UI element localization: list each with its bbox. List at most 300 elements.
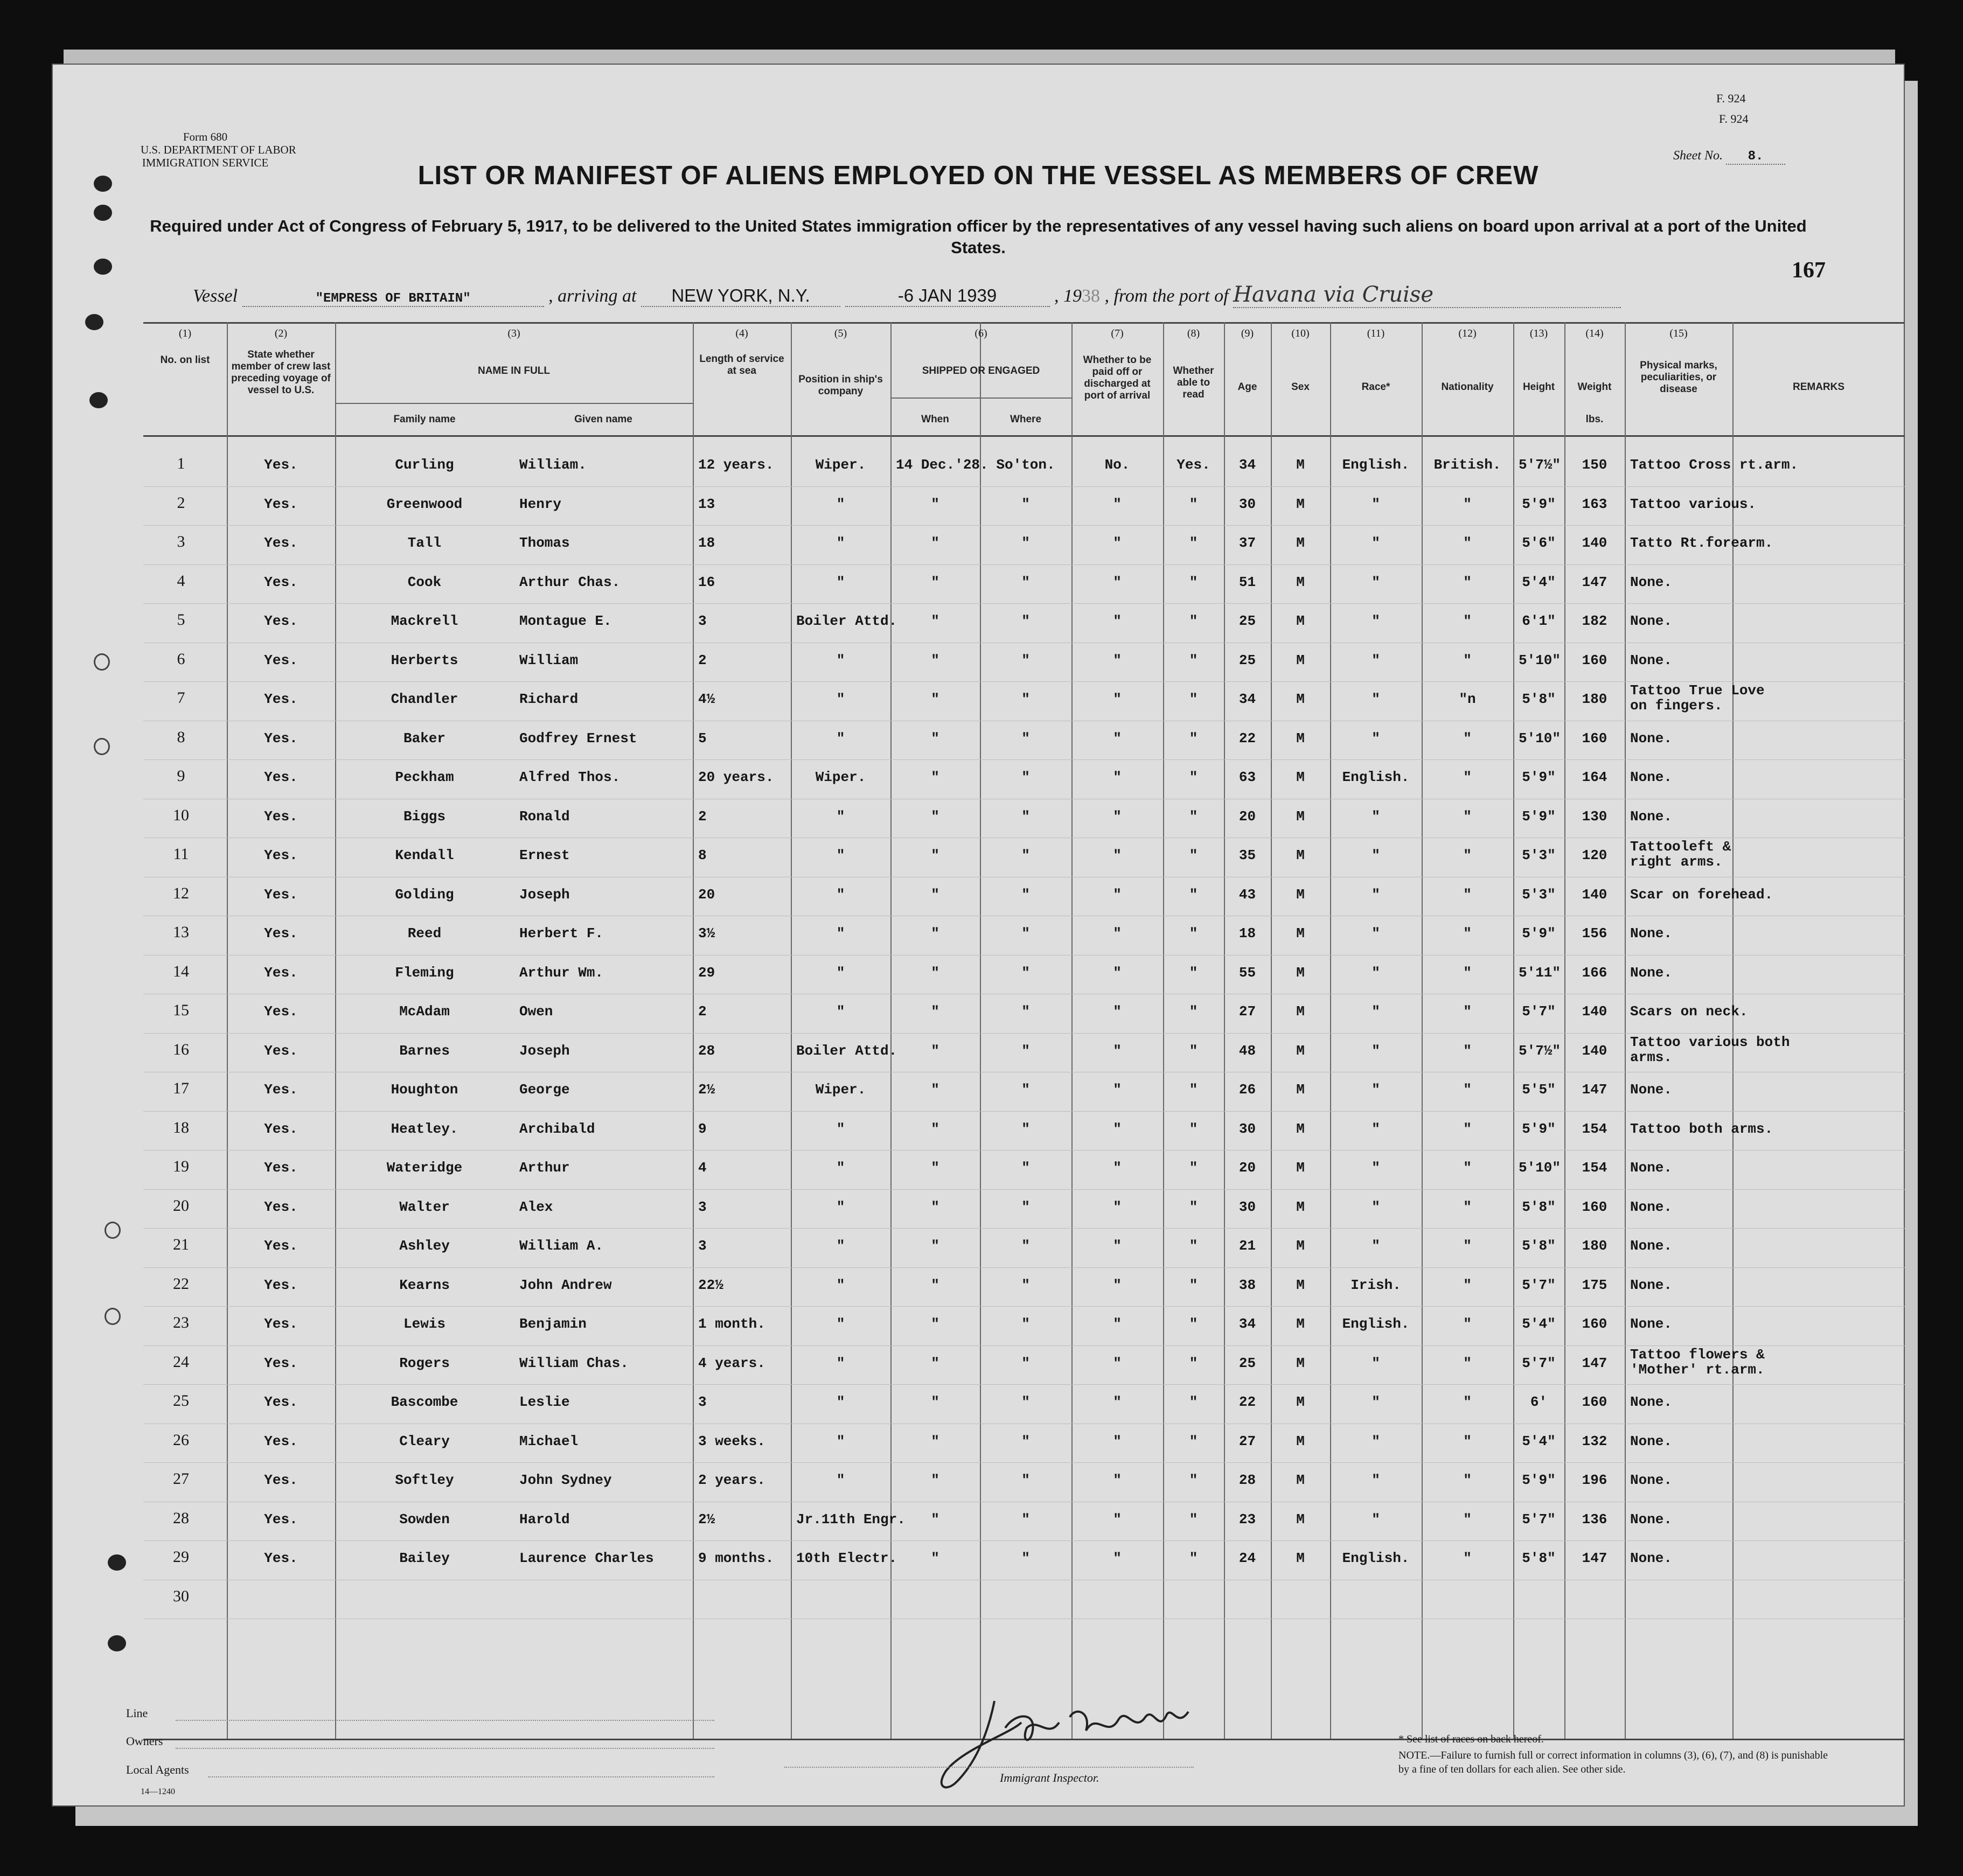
print-code: 14—1240 [141,1787,175,1796]
column-divider [227,322,228,1739]
cell-family: Softley [395,1472,454,1488]
cell-weight: 164 [1582,769,1607,785]
cell-weight: 182 [1582,613,1607,629]
punch-hole-icon [85,314,103,330]
sheet-number: 8. [1726,149,1785,165]
cell-prev: Yes. [264,691,298,707]
cell-height: 5'10" [1519,730,1561,747]
cell-when: " [931,496,939,512]
cell-paid: " [1113,964,1122,981]
cell-nationality: " [1463,1550,1472,1566]
row-number: 7 [177,689,185,707]
column-number: (7) [1111,327,1124,339]
cell-marks: None. [1630,808,1673,825]
cell-marks-continued: 'Mother' rt.arm. [1630,1361,1765,1378]
cell-paid: " [1113,886,1122,903]
cell-position: Wiper. [815,457,866,473]
column-number: (5) [834,327,847,339]
column-number: (4) [735,327,748,339]
cell-where: " [1021,574,1030,590]
row-number: 5 [177,611,185,629]
cell-where: " [1021,1198,1030,1215]
cell-prev: Yes. [264,1550,298,1566]
owners-label: Owners [126,1734,163,1748]
cell-given: Herbert F. [519,925,604,942]
cell-nationality: " [1463,496,1472,512]
cell-where: " [1021,1160,1030,1176]
cell-position: " [836,691,845,707]
cell-given: Harold [519,1511,570,1528]
punch-hole-icon [94,653,110,671]
cell-prev: Yes. [264,769,298,785]
cell-read: " [1189,652,1198,668]
cell-prev: Yes. [264,808,298,825]
cell-read: " [1189,847,1198,863]
cell-length: 16 [698,574,715,590]
cell-when: " [931,730,939,747]
cell-prev: Yes. [264,886,298,903]
cell-age: 27 [1238,1003,1256,1020]
cell-when: " [931,769,939,785]
cell-length: 18 [698,535,715,551]
cell-family: Kendall [395,847,454,863]
cell-family: Greenwood [386,496,463,512]
cell-family: Barnes [399,1042,450,1059]
cell-when: " [931,1511,939,1528]
cell-family: Tall [407,535,442,551]
cell-marks: None. [1630,1394,1673,1410]
cell-sex: M [1296,1082,1305,1098]
cell-given: Joseph [519,886,570,903]
column-number: (3) [507,327,520,339]
cell-height: 5'7" [1522,1003,1556,1020]
cell-height: 5'6" [1522,535,1556,551]
row-number: 20 [173,1196,189,1215]
cell-prev: Yes. [264,1003,298,1020]
cell-paid: " [1113,847,1122,863]
cell-weight: 163 [1582,496,1607,512]
cell-prev: Yes. [264,457,298,473]
cell-family: Sowden [399,1511,450,1528]
cell-paid: " [1113,691,1122,707]
cell-given: Joseph [519,1042,570,1059]
cell-nationality: " [1463,1120,1472,1137]
from-port-label: , from the port of [1104,286,1229,306]
cell-sex: M [1296,886,1305,903]
column-divider [1224,322,1225,1739]
cell-given: Ernest [519,847,570,863]
cell-prev: Yes. [264,613,298,629]
cell-given: Michael [519,1433,579,1449]
cell-where: " [1021,691,1030,707]
cell-given: Benjamin [519,1316,587,1332]
cell-marks: None. [1630,769,1673,785]
cell-when: " [931,1472,939,1488]
cell-where: " [1021,1316,1030,1332]
cell-race: " [1372,1198,1380,1215]
cell-where: " [1021,886,1030,903]
cell-when: " [931,1120,939,1137]
cell-when: " [931,964,939,981]
cell-family: Cook [407,574,442,590]
cell-sex: M [1296,1433,1305,1449]
row-number: 25 [173,1392,189,1410]
cell-weight: 150 [1582,457,1607,473]
row-number: 2 [177,493,185,512]
cell-nationality: " [1463,613,1472,629]
cell-height: 5'4" [1522,574,1556,590]
cell-length: 12 years. [698,457,774,473]
cell-weight: 130 [1582,808,1607,825]
cell-position: " [836,1003,845,1020]
cell-position: Wiper. [815,769,866,785]
cell-length: 3 [698,613,707,629]
vessel-name: "EMPRESS OF BRITAIN" [242,291,544,307]
cell-race: " [1372,574,1380,590]
cell-given: Arthur Wm. [519,964,604,981]
punch-hole-icon [94,738,110,755]
cell-sex: M [1296,769,1305,785]
cell-prev: Yes. [264,925,298,942]
cell-weight: 120 [1582,847,1607,863]
cell-nationality: " [1463,1511,1472,1528]
cell-height: 5'8" [1522,1238,1556,1254]
cell-nationality: " [1463,730,1472,747]
cell-marks: None. [1630,1277,1673,1293]
cell-race: " [1372,652,1380,668]
row-number: 19 [173,1157,189,1175]
cell-age: 34 [1238,691,1256,707]
cell-prev: Yes. [264,1472,298,1488]
cell-where: " [1021,535,1030,551]
cell-marks: Scars on neck. [1630,1003,1748,1020]
form-number: Form 680 [183,130,228,143]
cell-where: " [1021,847,1030,863]
arriving-label: , arriving at [548,286,637,306]
row-number: 10 [173,806,189,824]
cell-where: " [1021,613,1030,629]
column-number: (11) [1367,327,1385,339]
cell-family: Bailey [399,1550,450,1566]
row-number: 22 [173,1274,189,1293]
cell-weight: 140 [1582,886,1607,903]
cell-weight: 175 [1582,1277,1607,1293]
punch-hole-icon [89,392,108,408]
row-number: 11 [173,845,189,863]
cell-family: Kearns [399,1277,450,1293]
cell-read: Yes. [1177,457,1210,473]
cell-weight: 180 [1582,691,1607,707]
cell-weight: 166 [1582,964,1607,981]
cell-given: William [519,652,579,668]
cell-marks: Scar on forehead. [1630,886,1773,903]
column-divider [1513,322,1514,1739]
cell-read: " [1189,1003,1198,1020]
cell-height: 5'9" [1522,1120,1556,1137]
cell-weight: 132 [1582,1433,1607,1449]
cell-when: " [931,535,939,551]
cell-sex: M [1296,808,1305,825]
age-header: Age [1237,381,1257,393]
shipped-engaged-header: SHIPPED OR ENGAGED [922,365,1040,376]
cell-length: 5 [698,730,707,747]
cell-prev: Yes. [264,1511,298,1528]
cell-given: William A. [519,1238,604,1254]
stamp-number: 167 [1792,258,1826,283]
cell-given: Alex [519,1198,553,1215]
cell-where: " [1021,1394,1030,1410]
cell-sex: M [1296,574,1305,590]
cell-race: " [1372,1355,1380,1371]
cell-height: 5'4" [1522,1316,1556,1332]
cell-family: Herberts [391,652,458,668]
cell-position: " [836,1277,845,1293]
cell-when: " [931,886,939,903]
cell-race: English. [1342,769,1410,785]
cell-paid: " [1113,1316,1122,1332]
cell-paid: " [1113,1394,1122,1410]
column-divider [1422,322,1423,1739]
cell-given: Thomas [519,535,570,551]
cell-weight: 140 [1582,535,1607,551]
cell-where: " [1021,496,1030,512]
cell-length: 3 [698,1238,707,1254]
cell-given: Archibald [519,1120,595,1137]
cell-when: " [931,1198,939,1215]
cell-marks: Tattoo various both [1630,1034,1790,1050]
cell-sex: M [1296,1042,1305,1059]
cell-paid: " [1113,730,1122,747]
cell-marks: None. [1630,613,1673,629]
cell-weight: 147 [1582,574,1607,590]
cell-sex: M [1296,1238,1305,1254]
cell-race: " [1372,847,1380,863]
year-value: 38 [1082,286,1100,306]
row-number: 8 [177,728,185,746]
cell-family: Mackrell [391,613,458,629]
cell-weight: 160 [1582,1394,1607,1410]
punch-hole-icon [108,1554,126,1571]
cell-nationality: " [1463,1003,1472,1020]
cell-weight: 160 [1582,1198,1607,1215]
cell-when: " [931,847,939,863]
cell-age: 27 [1238,1433,1256,1449]
line-label: Line [126,1706,148,1720]
cell-given: John Sydney [519,1472,612,1488]
remarks-header: REMARKS [1792,381,1845,393]
cell-given: Henry [519,496,562,512]
cell-race: " [1372,730,1380,747]
cell-race: " [1372,925,1380,942]
cell-marks: Tattoo True Love [1630,682,1765,699]
cell-sex: M [1296,1511,1305,1528]
from-port-value: Havana via Cruise [1233,282,1621,308]
cell-weight: 160 [1582,652,1607,668]
cell-weight: 147 [1582,1082,1607,1098]
cell-marks: None. [1630,925,1673,942]
cell-when: " [931,1277,939,1293]
cell-given: Montague E. [519,613,612,629]
cell-family: Fleming [395,964,454,981]
cell-position: " [836,1433,845,1449]
cell-read: " [1189,1120,1198,1137]
cell-age: 21 [1238,1238,1256,1254]
cell-family: Reed [407,925,442,942]
cell-position: " [836,886,845,903]
cell-length: 22½ [698,1277,723,1293]
column-number: (9) [1241,327,1254,339]
manifest-page [52,64,1905,1807]
cell-where: " [1021,769,1030,785]
cell-marks-continued: on fingers. [1630,698,1723,714]
cell-position: 10th Electr. [796,1550,897,1566]
cell-paid: " [1113,652,1122,668]
cell-read: " [1189,1511,1198,1528]
cell-nationality: " [1463,1277,1472,1293]
column-number: (12) [1458,327,1477,339]
row-number: 4 [177,571,185,590]
cell-read: " [1189,1160,1198,1176]
cell-paid: " [1113,613,1122,629]
cell-given: John Andrew [519,1277,612,1293]
cell-marks: Tattooleft & [1630,839,1731,855]
cell-height: 5'9" [1522,769,1556,785]
cell-family: Bascombe [391,1394,458,1410]
cell-length: 28 [698,1042,715,1059]
cell-race: " [1372,1042,1380,1059]
cell-given: William Chas. [519,1355,629,1371]
cell-read: " [1189,1198,1198,1215]
cell-family: Curling [395,457,454,473]
cell-sex: M [1296,1120,1305,1137]
cell-age: 26 [1238,1082,1256,1098]
cell-family: Ashley [399,1238,450,1254]
row-number: 24 [173,1352,189,1371]
cell-family: Biggs [403,808,445,825]
cell-nationality: " [1463,1238,1472,1254]
cell-where: " [1021,1511,1030,1528]
cell-prev: Yes. [264,1316,298,1332]
cell-when: " [931,1082,939,1098]
column-number: (10) [1291,327,1310,339]
row-number: 9 [177,767,185,785]
where-header: Where [1010,414,1042,425]
cell-nationality: " [1463,574,1472,590]
cell-position: " [836,1316,845,1332]
cell-paid: " [1113,1355,1122,1371]
length-service-header: Length of service at sea [699,353,784,376]
height-header: Height [1522,381,1555,393]
cell-length: 4 years. [698,1355,765,1371]
arriving-port: NEW YORK, N.Y. [641,285,840,307]
column-number: (15) [1669,327,1688,339]
cell-marks-continued: arms. [1630,1049,1673,1065]
cell-paid: " [1113,1238,1122,1254]
cell-paid: " [1113,574,1122,590]
cell-sex: M [1296,691,1305,707]
sex-header: Sex [1291,381,1310,393]
cell-paid: " [1113,1082,1122,1098]
cell-sex: M [1296,1472,1305,1488]
cell-read: " [1189,1394,1198,1410]
cell-where: " [1021,1433,1030,1449]
cell-height: 5'3" [1522,847,1556,863]
cell-nationality: " [1463,1198,1472,1215]
cell-when: " [931,1433,939,1449]
form-code-top: F. 924 [1716,92,1746,105]
cell-nationality: " [1463,1394,1472,1410]
cell-race: " [1372,1433,1380,1449]
cell-height: 5'9" [1522,496,1556,512]
cell-sex: M [1296,1277,1305,1293]
cell-marks: None. [1630,1198,1673,1215]
cell-marks: None. [1630,574,1673,590]
cell-family: Chandler [391,691,458,707]
row-number: 1 [177,455,185,472]
cell-prev: Yes. [264,847,298,863]
cell-height: 6' [1530,1394,1548,1410]
cell-when: " [931,1355,939,1371]
row-number: 16 [173,1040,189,1058]
cell-race: " [1372,1003,1380,1020]
cell-position: " [836,574,845,590]
cell-where: " [1021,1042,1030,1059]
cell-length: 3 [698,1198,707,1215]
cell-length: 1 month. [698,1316,765,1332]
row-number: 17 [173,1079,189,1097]
cell-nationality: " [1463,535,1472,551]
cell-weight: 160 [1582,730,1607,747]
cell-prev: Yes. [264,1120,298,1137]
cell-prev: Yes. [264,1277,298,1293]
cell-when: " [931,1316,939,1332]
cell-age: 25 [1238,652,1256,668]
cell-race: " [1372,1082,1380,1098]
vessel-label: Vessel [193,286,238,306]
cell-family: Baker [403,730,445,747]
cell-where: " [1021,925,1030,942]
cell-height: 5'4" [1522,1433,1556,1449]
cell-paid: " [1113,1198,1122,1215]
cell-length: 20 [698,886,715,903]
cell-paid: " [1113,1160,1122,1176]
cell-race: English. [1342,457,1410,473]
cell-family: Rogers [399,1355,450,1371]
cell-read: " [1189,886,1198,903]
cell-given: Leslie [519,1394,570,1410]
cell-prev: Yes. [264,730,298,747]
cell-read: " [1189,1433,1198,1449]
cell-prev: Yes. [264,1160,298,1176]
cell-given: Owen [519,1003,553,1020]
cell-marks: Tattoo flowers & [1630,1346,1765,1363]
cell-age: 55 [1238,964,1256,981]
races-note: * See list of races on back hereof. [1398,1733,1544,1745]
cell-prev: Yes. [264,1082,298,1098]
cell-sex: M [1296,730,1305,747]
cell-read: " [1189,808,1198,825]
cell-marks: Tattoo both arms. [1630,1120,1773,1137]
cell-where: " [1021,1472,1030,1488]
cell-length: 2 [698,808,707,825]
punch-hole-icon [105,1308,121,1325]
cell-age: 18 [1238,925,1256,942]
column-divider [791,322,792,1739]
cell-position: " [836,1120,845,1137]
cell-height: 5'7½" [1519,457,1561,473]
cell-where: " [1021,1238,1030,1254]
punch-hole-icon [94,259,112,275]
